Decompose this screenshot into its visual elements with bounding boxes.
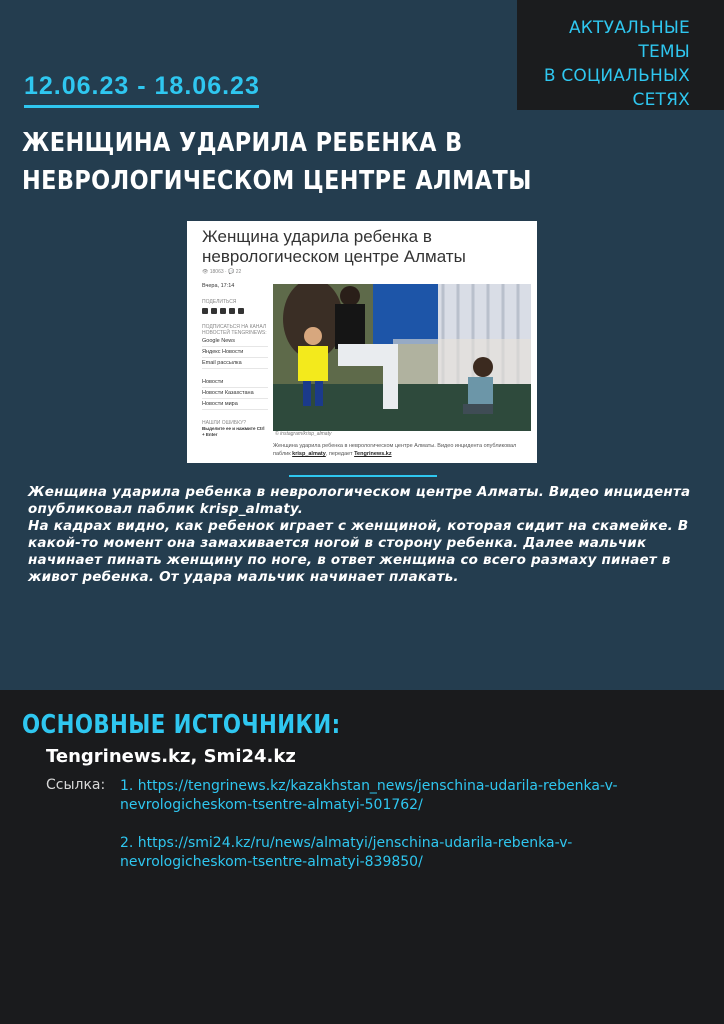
badge-line: АКТУАЛЬНЫЕ ТЕМЫ bbox=[568, 18, 690, 62]
article-meta: 👁 18063 · 💬 22 bbox=[202, 269, 242, 275]
links-label: Ссылка: bbox=[46, 777, 106, 793]
error-hint: Выделите ее и нажмите Ctrl + Enter bbox=[202, 426, 265, 437]
body-paragraph: Женщина ударила ребенка в неврологическом центре Алматы. Видео инцидента опубликовал паблик krisp_almaty. bbox=[28, 484, 691, 517]
photo-illustration bbox=[273, 284, 531, 431]
source-url-link[interactable]: 1. https://tengrinews.kz/kazakhstan_news/jenschina-udarila-rebenka-v-nevrologicheskom-tsentre-almatyi-501762/ bbox=[120, 778, 618, 813]
section-link[interactable]: Новости bbox=[202, 377, 268, 388]
article-screenshot bbox=[187, 221, 537, 463]
sources-names: Tengrinews.kz, Smi24.kz bbox=[46, 746, 296, 767]
body-paragraph: На кадрах видно, как ребенок играет с женщиной, которая сидит на скамейке. В какой-то момент она замахивается ногой в сторону ребенка. Далее мальчик начинает пинать женщину по ноге, в ответ женщина со всего размаху пинает в живот ребенка. От удара мальчик начинает плакать. bbox=[28, 518, 689, 585]
share-icons bbox=[202, 308, 268, 314]
article-sidebar bbox=[202, 283, 268, 438]
share-label: ПОДЕЛИТЬСЯ bbox=[202, 299, 237, 305]
page-title: ЖЕНЩИНА УДАРИЛА РЕБЕНКА В НЕВРОЛОГИЧЕСКОМ ЦЕНТРЕ АЛМАТЫ bbox=[22, 128, 532, 196]
section-link[interactable]: Новости Казахстана bbox=[202, 388, 268, 399]
source-link[interactable]: Tengrinews.kz bbox=[354, 451, 392, 457]
article-date: Вчера, 17:14 bbox=[202, 283, 235, 289]
links-list bbox=[120, 777, 680, 891]
channel-link[interactable]: Google News bbox=[202, 336, 268, 347]
photo-caption: © instagram/krisp_almaty bbox=[275, 431, 332, 437]
article-title: Женщина ударила ребенка в неврологическом центре Алматы bbox=[202, 227, 466, 266]
share-icon[interactable] bbox=[238, 308, 244, 314]
topic-badge bbox=[517, 0, 724, 110]
share-icon[interactable] bbox=[211, 308, 217, 314]
share-icon[interactable] bbox=[220, 308, 226, 314]
article-body bbox=[28, 484, 704, 586]
share-icon[interactable] bbox=[202, 308, 208, 314]
error-label: НАШЛИ ОШИБКУ? bbox=[202, 420, 247, 426]
divider bbox=[289, 475, 437, 477]
photo-lead: Женщина ударила ребенка в неврологическом центре Алматы. Видео инцидента опубликовал паблик krisp_almaty, передает Tengrinews.kz bbox=[273, 443, 517, 457]
source-link[interactable]: krisp_almaty bbox=[292, 451, 326, 457]
date-range: 12.06.23 - 18.06.23 bbox=[24, 72, 260, 100]
badge-line: В СОЦИАЛЬНЫХ bbox=[543, 66, 690, 86]
source-url-link[interactable]: 2. https://smi24.kz/ru/news/almatyi/jenschina-udarila-rebenka-v-nevrologicheskom-tsentre-almatyi-839850/ bbox=[120, 835, 573, 870]
share-icon[interactable] bbox=[229, 308, 235, 314]
badge-line: СЕТЯХ bbox=[632, 90, 690, 110]
channel-link[interactable]: Яндекс Новости bbox=[202, 347, 268, 358]
sources-heading: ОСНОВНЫЕ ИСТОЧНИКИ: bbox=[22, 710, 341, 740]
subscribe-label: ПОДПИСАТЬСЯ НА КАНАЛ НОВОСТЕЙ TENGRINEWS: bbox=[202, 324, 267, 336]
channel-link[interactable]: Email рассылка bbox=[202, 358, 268, 369]
date-underline bbox=[24, 105, 259, 108]
article-photo bbox=[273, 284, 531, 431]
section-link[interactable]: Новости мира bbox=[202, 399, 268, 410]
